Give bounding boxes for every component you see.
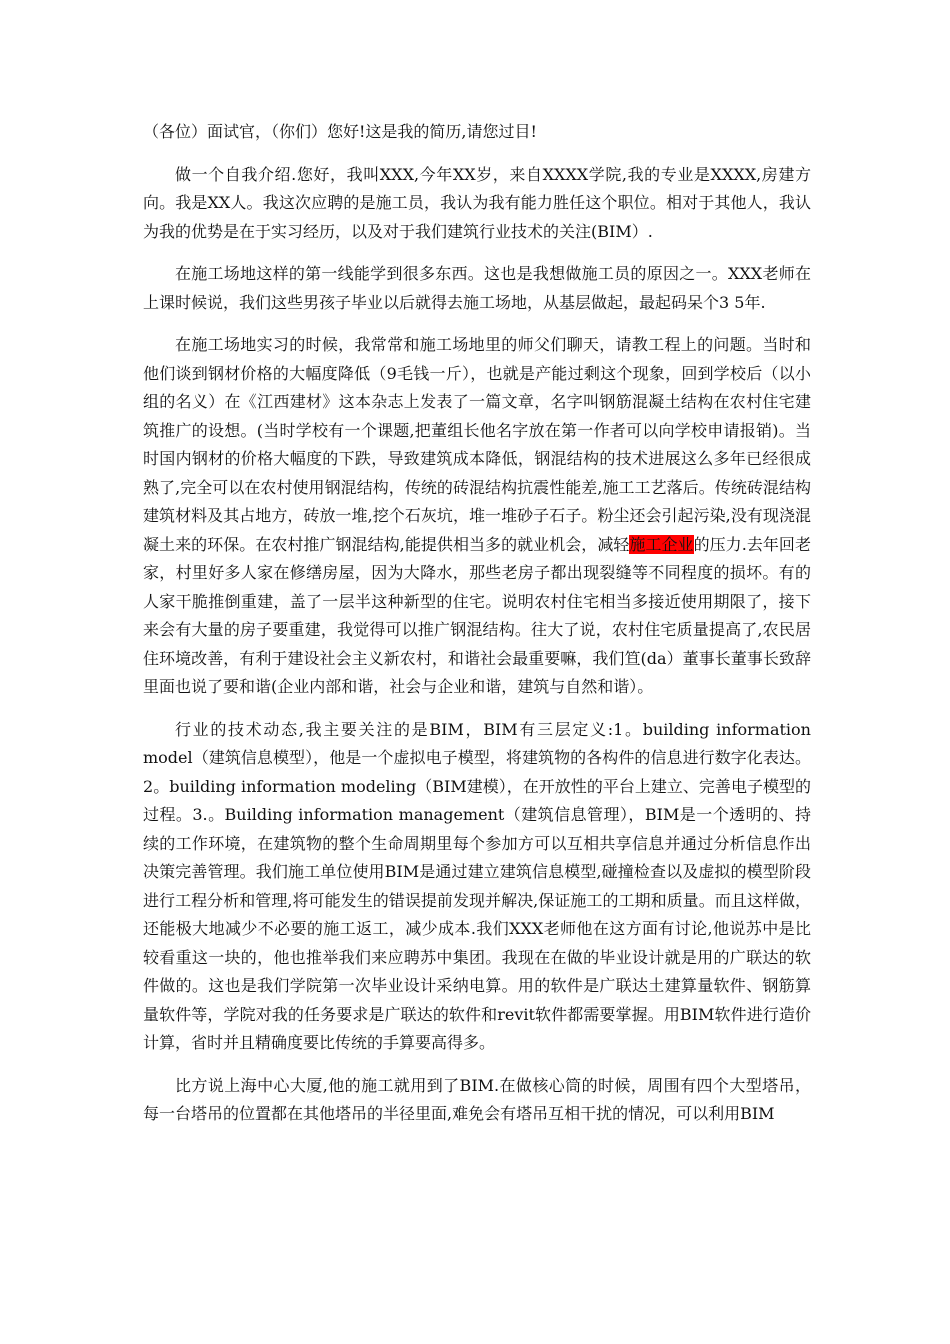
internship-text-after: 的压力.去年回老家，村里好多人家在修缮房屋，因为大降水，那些老房子都出现裂缝等不同程度的损坏。有的人家干脆推倒重建，盖了一层半这种新型的住宅。说明农村住宅相当多接近使用期限了，接下来会有大量的房子要重建，我觉得可以推广钢混结构。往大了说，农村住宅质量提高了,农民居住环境改善，有利于建设社会主义新农村，和谐社会最重要嘛，我们笪(da）董事长董事长致辞里面也说了要和谐(企业内部和谐，社会与企业和谐，建筑与自然和谐）。 xyxy=(143,534,811,696)
greeting-line: （各位）面试官，（你们）您好!这是我的简历,请您过目! xyxy=(143,122,537,141)
highlighted-term: 施工企业 xyxy=(629,534,694,554)
document-page xyxy=(143,118,811,1143)
paragraph-self-introduction: 做一个自我介绍.您好，我叫XXX,今年XX岁，来自XXXX学院,我的专业是XXXX,房建方向。我是XX人。我这次应聘的是施工员，我认为我有能力胜任这个职位。相对于其他人，我认为我的优势是在于实习经历，以及对于我们建筑行业技术的关注(BIM）. xyxy=(143,164,811,241)
paragraph-bim: 行业的技术动态,我主要关注的是BIM，BIM有三层定义:1。building information model（建筑信息模型），他是一个虚拟电子模型，将建筑物的各构件的信息进行数字化表达。2。building information modeling（BIM建模），在开放性的平台上建立、完善电子模型的过程。3.。Building information management（建筑信息管理），BIM是一个透明的、持续的工作环境，在建筑物的整个生命周期里每个参加方可以互相共享信息并通过分析信息作出决策完善管理。我们施工单位使用BIM是通过建立建筑信息模型,碰撞检查以及虚拟的模型阶段进行工程分析和管理,将可能发生的错误提前发现并解决,保证施工的工期和质量。而且这样做，还能极大地减少不必要的施工返工，减少成本.我们XXX老师他在这方面有讨论,他说苏中是比较看重这一块的，他也推举我们来应聘苏中集团。我现在在做的毕业设计就是用的广联达的软件做的。这也是我们学院第一次毕业设计采纳电算。用的软件是广联达土建算量软件、钢筋算量软件等，学院对我的任务要求是广联达的软件和revit软件都需要掌握。用BIM软件进行造价计算，省时并且精确度要比传统的手算要高得多。 xyxy=(143,719,811,1052)
paragraph-shanghai-tower: 比方说上海中心大厦,他的施工就用到了BIM.在做核心筒的时候，周围有四个大型塔吊，每一台塔吊的位置都在其他塔吊的半径里面,难免会有塔吊互相干扰的情况，可以利用BIM xyxy=(143,1075,811,1123)
paragraph-site-learning: 在施工场地这样的第一线能学到很多东西。这也是我想做施工员的原因之一。XXX老师在上课时候说，我们这些男孩子毕业以后就得去施工场地，从基层做起，最起码呆个3 5年. xyxy=(143,264,811,312)
internship-text-before: 在施工场地实习的时候，我常常和施工场地里的师父们聊天，请教工程上的问题。当时和他们谈到钢材价格的大幅度降低（9毛钱一斤），也就是产能过剩这个现象，回到学校后（以小组的名义）在《江西建材》这本杂志上发表了一篇文章，名字叫钢筋混凝土结构在农村住宅建筑推广的设想。(当时学校有一个课题,把董组长他名字放在第一作者可以向学校申请报销)。当时国内钢材的价格大幅度的下跌，导致建筑成本降低，钢混结构的技术进展这么多年已经很成熟了,完全可以在农村使用钢混结构，传统的砖混结构抗震性能差,施工工艺落后。传统砖混结构建筑材料及其占地方，砖放一堆,挖个石灰坑，堆一堆砂子石子。粉尘还会引起污染,没有现浇混凝土来的环保。在农村推广钢混结构,能提供相当多的就业机会，减轻 xyxy=(143,335,811,554)
paragraph-internship xyxy=(143,331,811,702)
